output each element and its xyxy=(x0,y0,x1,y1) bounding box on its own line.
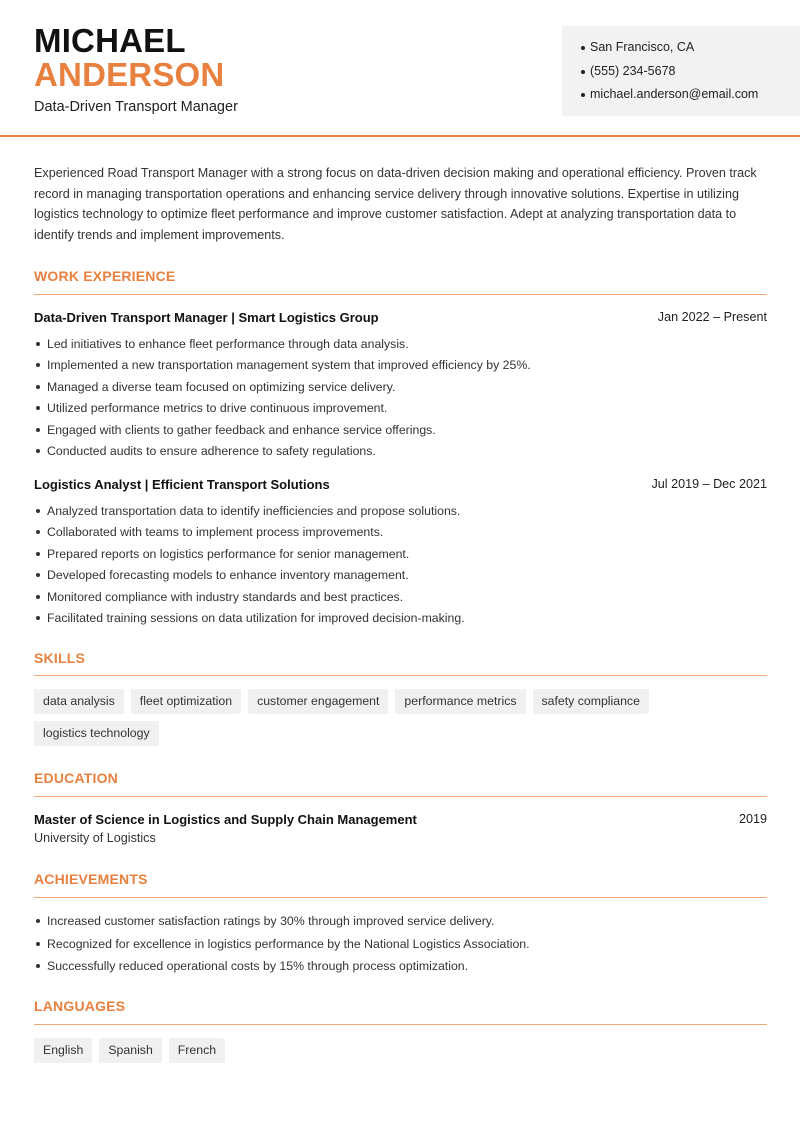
section-divider xyxy=(34,1024,767,1025)
skill-chip: customer engagement xyxy=(248,689,388,714)
education-school: University of Logistics xyxy=(34,831,156,845)
last-name: ANDERSON xyxy=(34,56,225,93)
section-divider xyxy=(34,796,767,797)
language-chip: English xyxy=(34,1038,92,1063)
job-bullets xyxy=(34,503,465,631)
language-chip: Spanish xyxy=(99,1038,161,1063)
contact-location: San Francisco, CA xyxy=(562,40,800,64)
resume-header xyxy=(0,0,800,137)
list-item: Developed forecasting models to enhance inventory management. xyxy=(34,567,465,588)
skill-chip: safety compliance xyxy=(533,689,649,714)
job-bullets xyxy=(34,336,531,464)
section-divider xyxy=(34,294,767,295)
skill-chip: fleet optimization xyxy=(131,689,241,714)
section-title-languages: LANGUAGES xyxy=(34,998,126,1014)
list-item: Led initiatives to enhance fleet performance through data analysis. xyxy=(34,336,531,357)
job-date: Jan 2022 – Present xyxy=(657,310,767,324)
skills-list xyxy=(34,689,774,753)
list-item: Utilized performance metrics to drive continuous improvement. xyxy=(34,400,531,421)
section-divider xyxy=(34,897,767,898)
job-title: Data-Driven Transport Manager | Smart Logistics Group xyxy=(34,310,379,325)
list-item: Facilitated training sessions on data utilization for improved decision-making. xyxy=(34,610,465,631)
languages-list xyxy=(34,1038,774,1070)
contact-phone: (555) 234-5678 xyxy=(562,64,800,88)
section-title-skills: SKILLS xyxy=(34,650,85,666)
list-item: Monitored compliance with industry standards and best practices. xyxy=(34,589,465,610)
section-divider xyxy=(34,675,767,676)
education-year: 2019 xyxy=(738,812,767,826)
list-item: Managed a diverse team focused on optimizing service delivery. xyxy=(34,379,531,400)
section-title-work: WORK EXPERIENCE xyxy=(34,268,176,284)
skill-chip: logistics technology xyxy=(34,721,159,746)
list-item: Conducted audits to ensure adherence to safety regulations. xyxy=(34,443,531,464)
list-item: Analyzed transportation data to identify inefficiencies and propose solutions. xyxy=(34,503,465,524)
list-item: Successfully reduced operational costs by 15% through process optimization. xyxy=(34,958,530,981)
contact-email[interactable]: michael.anderson@email.com xyxy=(562,87,800,111)
first-name: MICHAEL xyxy=(34,22,186,59)
skill-chip: data analysis xyxy=(34,689,124,714)
headline: Data-Driven Transport Manager xyxy=(34,99,238,115)
list-item: Engaged with clients to gather feedback and enhance service offerings. xyxy=(34,422,531,443)
list-item: Collaborated with teams to implement process improvements. xyxy=(34,524,465,545)
language-chip: French xyxy=(169,1038,225,1063)
achievements-list xyxy=(34,913,530,981)
list-item: Implemented a new transportation management system that improved efficiency by 25%. xyxy=(34,357,531,378)
job-title: Logistics Analyst | Efficient Transport Solutions xyxy=(34,477,330,492)
section-title-education: EDUCATION xyxy=(34,770,118,786)
list-item: Increased customer satisfaction ratings by 30% through improved service delivery. xyxy=(34,913,530,936)
contact-box xyxy=(562,26,800,116)
summary: Experienced Road Transport Manager with a strong focus on data-driven decision making and operational efficiency. Proven track record in managing transportation operations and enhancing service delivery through innovative solutions. Expertise in utilizing logistics technology to optimize fleet performance and improve customer satisfaction. Adept at analyzing transportation data to identify trends and implement improvements. xyxy=(34,166,757,243)
list-item: Recognized for excellence in logistics performance by the National Logistics Association. xyxy=(34,936,530,959)
skill-chip: performance metrics xyxy=(395,689,525,714)
list-item: Prepared reports on logistics performance for senior management. xyxy=(34,546,465,567)
education-degree: Master of Science in Logistics and Supply Chain Management xyxy=(34,812,417,827)
section-title-achievements: ACHIEVEMENTS xyxy=(34,871,148,887)
job-date: Jul 2019 – Dec 2021 xyxy=(651,477,767,491)
